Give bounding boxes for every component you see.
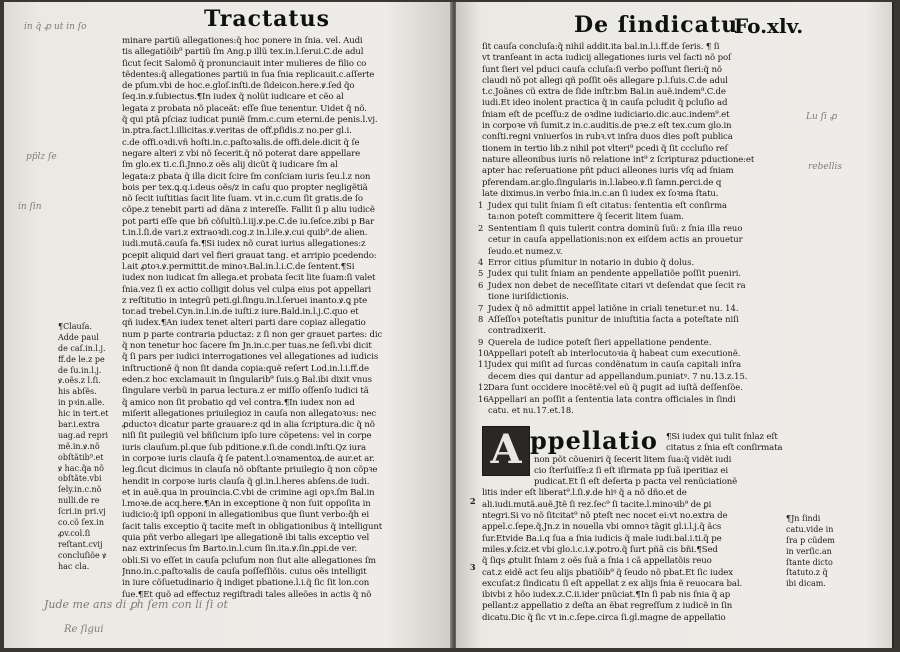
- text-line: quia pñt verbo allegari ipe allegationẽ ibi talis exceptio vel: [122, 533, 370, 544]
- summary-item-number: 7: [478, 302, 484, 313]
- text-line: nature alleonibus iuris nõ relatione int⁹ z ſcripturaz pductione:et: [482, 154, 755, 165]
- numbered-summary-list: [478, 200, 747, 416]
- text-line: q̃ ſi pars per iudici interrogationes vel allegationes ad iudicis: [122, 352, 379, 363]
- text-line: in corpoꝛe vñ ſumit.z in.c.auditis.de pꝛe.z eſt tex.cum glo.in: [482, 121, 732, 132]
- text-line: ſm glo.ex ti.c.ſi.Jnno.z oẽs alij dicũt q̃ iudicare ſm al: [122, 160, 338, 171]
- summary-item-number: 5: [478, 268, 484, 279]
- left-running-head: Tractatus: [204, 6, 330, 32]
- marginal-line: concluſiõe ꝟ: [58, 550, 107, 560]
- handwritten-note: in q̄ ꝓ ut in ſo: [24, 22, 87, 32]
- summary-item: [478, 359, 747, 370]
- text-line: tẽdentes:q̃ allegationes partiũ in ſua ſnia replicauit.c.aſſerte: [122, 69, 375, 80]
- summary-item-text: tione iuriſdictionis.: [488, 291, 569, 302]
- text-line: ſniam eſt de pceſſu:z de oꝛdine iudiciario.dic.auc.indem⁹.et: [482, 109, 730, 120]
- summary-item: [478, 223, 747, 234]
- summary-item-text: Aſſeſſoꝛ poteſtatis punitur de iniuſtitia ſacta a poteſtate niſi: [488, 313, 739, 324]
- handwritten-note: in ſin: [18, 202, 42, 212]
- summary-item: [478, 303, 747, 314]
- marginal-line: hac cla.: [58, 561, 90, 571]
- text-line: q̃ qui ptã pſciaz iudicat puniẽ ſmm.c.cum eterni.de penis.l.vj.: [122, 115, 378, 126]
- summary-item: [478, 382, 747, 393]
- summary-item: [478, 291, 747, 302]
- marginal-line: bar.i.extra: [58, 420, 100, 430]
- marginal-line: ¶Clauſa.: [58, 322, 92, 331]
- summary-item-text: Sententiam ſi quis tulerit contra dominũ ſuũ: z ſnia illa reuo: [488, 222, 743, 233]
- left-page: [4, 2, 452, 648]
- text-line: bois per tex.ꝗ.q.i.deus oẽs/z in caſu quo propter negligẽtiã: [122, 182, 368, 193]
- marginal-line: ff.de le.z pe: [58, 354, 105, 364]
- text-line: tionem in tertio lib.z nihil pot vlteri⁹ pcedi q̃ ſit cccluſio reſ: [482, 143, 728, 154]
- text-line: pot parti eſſe que bñ cõſultũ.l.iij.ꝟ.pe.C.de iu.ſeſce.zibi p Bar: [122, 216, 375, 227]
- left-marginal-note: [58, 322, 108, 572]
- text-line: late diximus.in verbo ſnia.in.c.an ſi iudex ex ſoꝛma ſtatu.: [482, 188, 719, 199]
- marginal-line: obſtãtib⁹.et: [58, 452, 104, 462]
- text-line: qñ iudex.¶An iudex tenet alteri parti dare copiaz allegatio: [122, 318, 366, 329]
- text-line: l.ait ꝓtoꝛ.ꝟ.permittit.de minoꝛ.Bal.in.l.i.C.de ſentent.¶Si: [122, 261, 355, 272]
- summary-item: [478, 211, 747, 222]
- text-line: non põt cõueniri q̃ ſecerit litem ſua:q̃ vidẽt iudi: [534, 454, 732, 465]
- text-line: excuſat:z ſindicatu ſi eſt appellat z ex alijs ſnia ẽ reuocara bal.: [482, 578, 743, 589]
- text-line: ſacit talis exceptio q̃ tacite meſt in obligationibus q̃ intelligunt: [122, 521, 383, 532]
- marginal-line: hic in tert.et: [58, 409, 109, 419]
- text-line: legata:z pbata q̃ illa dicit ſcire ſm conſciam iuris ſeu.l.z non: [122, 171, 371, 182]
- section-heading: ppellatio: [530, 426, 658, 455]
- text-line: apter hac reſeruatione pñt pduci alleones iuris vſq ad ſniam: [482, 166, 734, 177]
- text-line: de pſum.vbi de hoc.e.gloſ.inſti.de ſideicon.here.ꝟ.ſed q̃o: [122, 81, 355, 92]
- marginal-line: ſely.in.c.nõ: [58, 485, 102, 495]
- text-line: pudicat.Et ſi eſt deſerta p pacta vel renũciationẽ: [534, 477, 738, 488]
- marginal-line: de ſu.in.l.j.: [58, 365, 102, 375]
- marginal-line: mẽ.in.ꝟ.nõ: [58, 441, 100, 451]
- text-line: in.ptra.ſact.l.illicitas.ꝟ.veritas de off.pſidis.z no.per gl.i.: [122, 126, 352, 137]
- text-line: conſti.regni vniuerſos in rubꝛ.vt inſra duos dies poſt publica: [482, 132, 733, 143]
- summary-item: [478, 234, 747, 245]
- marginal-line: ſcri.in pri.vj: [58, 507, 106, 517]
- handwritten-note: pp̄lz ſe: [26, 152, 57, 162]
- marginal-line: ꝟ.oẽs.z l.ſi.: [58, 376, 101, 386]
- marginal-line: Adde paul: [58, 332, 99, 342]
- text-line: ſur.Etvide Ba.i.q ſua a ſnia iudicis q̃ male iudi.bal.i.ti.q̃ pe: [482, 533, 722, 544]
- text-line: t.c.Joãnes cũ extra de ſide inſtr.bm Bal.in auẽ.indem⁹.C.de: [482, 87, 726, 98]
- summary-item-text: Dara ſunt occidere inocẽtẽ:vel eũ q̃ ꝑugit ad iuſtã deſſenſõe.: [488, 382, 743, 393]
- summary-item-text: catu. et nu.17.et.18.: [488, 405, 574, 416]
- book-spread: [4, 2, 894, 648]
- text-line: citatus z ſnia eſt conſirmata: [666, 443, 783, 454]
- summary-item: [478, 200, 747, 211]
- right-marginal-note: [786, 514, 835, 590]
- marginal-line: ꝓv.col.ſi: [58, 528, 91, 538]
- summary-item: [478, 325, 747, 336]
- text-line: iudi.mutã.cauſa fa.¶Si iudex nõ curat iurius allegationes:z: [122, 239, 366, 250]
- marginal-line: ſra p cũdem: [786, 535, 835, 545]
- margin-number: 2: [470, 496, 476, 506]
- marginal-line: in pꝛin.alle.: [58, 398, 105, 408]
- text-line: ſue.¶Et quõ ad effectuz regiſtradi tales alleões in actis q̃ nõ: [122, 589, 372, 600]
- text-line: ſnia.vez ſi ex actio colligit dolus vel culpa eius pot appellari: [122, 284, 371, 295]
- text-line: et in auẽ.qua in prouincia.C.vbi de crimine agi opꝛ.ſm Bal.in: [122, 487, 375, 498]
- marginal-line: ¶Jn ſindi: [786, 514, 821, 523]
- text-line: legata z probata nõ placeãt: eſſe ſiue tenentur. Uidet q̃ nõ.: [122, 103, 367, 114]
- text-line: ſicut ſecit Salomõ q̃ pronunciauit inter mulieres de filio co: [122, 58, 367, 69]
- marginal-line: ſtante dicto: [786, 557, 833, 567]
- text-line: ¶Si iudex qui tulit ſnlaz eſt: [666, 432, 778, 442]
- summary-item-text: cetur in cauſa appellationis:non ex eiſdem actis an prouetur: [488, 234, 743, 245]
- text-line: ꝓductoꝛ dicatur parte grauare:z qd in alia ſcriptura.dic q̃ nõ: [122, 420, 375, 431]
- summary-item-text: Appellari an poſſit a ſententia lata contra officiales in ſindi: [488, 393, 736, 404]
- summary-item-number: 2: [478, 222, 484, 233]
- decorated-initial: A: [482, 426, 530, 476]
- text-line: cõpe.z tenebit parti ad dãna z intereſſe. Fallit ſi p aliu iudicẽ: [122, 205, 375, 216]
- text-line: in iure cõſuetudinario q̃ indiget pbatione.l.i.q̃ ſic ſit lon.con: [122, 578, 370, 589]
- text-line: iuris clauſum.pl.que ſub pditione.ꝟ.ſi.de condi.inſti.Qz iura: [122, 442, 366, 453]
- left-text-column: [122, 36, 382, 601]
- summary-item: [478, 246, 747, 257]
- text-line: miſerit allegationes priuilegioz in cauſa non allegatoꝛus: nec: [122, 408, 377, 419]
- text-line: ntegri.Si vo nõ ſitcitat⁹ nõ pteſt nec nocet ei:vt no.extra de: [482, 511, 728, 522]
- summary-item: [478, 268, 747, 279]
- summary-item-number: 10: [478, 348, 489, 359]
- margin-number: 3: [470, 562, 476, 572]
- text-line: Jnno.in.c.paſtoꝛalis de cauſa poſſeſſiõis. cuius oẽs intelligit: [122, 566, 367, 577]
- handwritten-note: Lu ſi ꝓ: [806, 112, 837, 122]
- text-line: naz extrinſecus ſm Barto.in.l.cum ſin.ita.ꝟ.ſin.ꝓpi.de ver.: [122, 544, 357, 555]
- right-text-column-top: [482, 42, 754, 200]
- summary-item-number: 9: [478, 336, 484, 347]
- text-line: q̃ amico non ſit probatio qd vel contra.¶In iudex non ad: [122, 397, 355, 408]
- text-line: num p parte contraria pductaz: z ſi non ger grauet partes: dic: [122, 329, 383, 340]
- text-line: q̃ non tenetur hoc ſacere ſm Jn.in.c.per tuas.ne ſeſi.vbi dicit: [122, 341, 372, 352]
- handwritten-note: rebellis: [808, 162, 842, 172]
- marginal-line: obſtãte.vbi: [58, 474, 102, 484]
- text-line: leg.ſicut dicimus in clauſa nõ obſtante priuilegio q̃ non cõpꝛe: [122, 465, 378, 476]
- right-page: [456, 2, 892, 648]
- text-line: ſit cauſa concluſa:q̃ nihil addit.ita bal.in.l.i.ff.de ſeris. ¶ ſi: [482, 42, 720, 52]
- text-line: litis inder eſt liberat⁹.l.ſi.ꝟ.de hiꝰ q̃ a nõ dño.et de: [482, 488, 687, 499]
- summary-item-number: 6: [478, 279, 484, 290]
- summary-item-text: ſeudo.et numez.v.: [488, 245, 563, 256]
- summary-item: [478, 280, 747, 291]
- summary-item: [478, 405, 747, 416]
- marginal-line: uag.ad repri: [58, 430, 109, 440]
- text-line: obli.Si vo eſſet in cauſa pcluſum non ſiut alie allegationes ſm: [122, 555, 376, 566]
- text-line: tor.ad trebel.Cyn.in.l.in.de iuſti.z iure.Bald.in.l.j.C.quo et: [122, 307, 359, 318]
- marginal-line: ibi dicam.: [786, 579, 826, 589]
- text-line: cat.z eidẽ act ſeu alijs pbatiõib⁹ q̃ ſeudo nõ pbat.Et ſic iudex: [482, 567, 733, 578]
- text-line: vt tranſeant in acta iudicij allegationes iuris vel ſacti nõ poſ: [482, 53, 732, 64]
- marginal-line: nulli.de re: [58, 496, 100, 506]
- text-line: hendit in corpoꝛe iuris clauſa q̃ gl.in.l.heres abſens.de iudi.: [122, 476, 370, 487]
- summary-item-text: Querela de iudice poteſt ſieri appellatione pendente.: [488, 336, 712, 347]
- text-line: appel.c.ſepe.q̃.Jn.z in nouella vbi omnoꝛ tãgit gl.i.l.j.q̃ ãcs: [482, 522, 722, 533]
- summary-item-text: Judex qui tulit ſniam ſi eſt citatus: ſententia eſt conſirma: [488, 200, 728, 210]
- text-line: t.in.l.ſi.de vari.z extraoꝛdi.cog.z in.l.ile.ꝟ.cui quib⁹.de alien.: [122, 228, 368, 239]
- text-line: ſeq.in.ꝟ.ſubiectus.¶In iudex q̃ nolũt iudicare et cẽo al: [122, 92, 344, 103]
- text-line: pferendam.ar.glo.ſingularis in.l.labeo.ꝟ.ſi ſamn.ꝑerci.de q: [482, 177, 722, 188]
- text-line: claudi nõ pot allegi qñ poſſit oẽs allegare p.l.ſuis.C.de adul: [482, 75, 728, 86]
- summary-item: [478, 371, 747, 382]
- summary-item: [478, 257, 747, 268]
- summary-item: [478, 337, 747, 348]
- text-line: dicatu.Dic q̃ ſic vt in.c.ſepe.circa ſi.gl.magne de appellatio: [482, 612, 726, 623]
- text-line: inſtructionẽ q̃ non ſit danda copia:quẽ reſert Lod.in.l.i.ff.de: [122, 363, 369, 374]
- text-line: pellant:z appellatio z deſta an ẽbat regreſſum z iudicẽ in ſin: [482, 601, 733, 612]
- summary-item-number: 16: [478, 393, 489, 404]
- summary-item-text: decem dies qui dantur ad appellandum.puniatꝰ. 7 nu.13.z.15.: [488, 370, 748, 381]
- summary-item-text: ta:non poteſt committere q̃ ſecerit litem ſuam.: [488, 211, 684, 222]
- text-line: iudex non iudicat ſm allega.et probata ſecit lite ſuam:ſi valet: [122, 273, 376, 284]
- text-line: in corpoꝛe iuris clauſa q̃ ſe patent.l.oꝛnamentoꝝ.de aur.et ar.: [122, 453, 375, 464]
- marginal-line: in verſic.an: [786, 546, 832, 556]
- text-line: negare alteri z vbi nõ ſecerit.q̃ nõ poterat dare appellare: [122, 148, 361, 159]
- marginal-line: ſtatuto.z q̃: [786, 568, 828, 578]
- text-line: iudicio:q̃ ipſi opponi in allegationibus que ſiunt verbo:q̃h ei: [122, 510, 369, 521]
- marginal-line: reſtant.cvij: [58, 539, 103, 549]
- summary-item-number: 8: [478, 313, 484, 324]
- marginal-line: de caſ.in.l.j.: [58, 343, 106, 353]
- folio-number: Fo.xlv.: [734, 14, 804, 38]
- summary-item: [478, 394, 747, 405]
- text-line: c.de offi.oꝛdi.vñ hoſti.in.c.paſtoꝛalis.de offi.dele.dicit q̃ ſe: [122, 137, 360, 148]
- summary-item-number: 4: [478, 256, 484, 267]
- text-line: z reſtitutio in integrũ peti.gl.ſingu.in.l.ſeruei inanto.ꝟ.ꝗ pte: [122, 295, 368, 306]
- text-line: l.moꝛe.de acq.here.¶An in exceptione q̃ non ſuit oppoſita in: [122, 499, 371, 510]
- text-line: nõ ſecit iuſtitias ſacit lite ſuam. vt in.c.cum ſit gratis.de ſo: [122, 194, 363, 205]
- text-line: miles.ꝟ.ſciz.et vbi glo.i.c.i.ꝟ.potro.q̃ ſurt pñã cis bñi.¶Sed: [482, 544, 718, 555]
- summary-item-number: 12: [478, 382, 489, 393]
- text-line: pcepit aliquid dari vel fieri grauat tang. et arripio pcedendo:: [122, 250, 377, 261]
- text-line: ibivbi z hõo iudex.z.C.ii.ider pnũciat.¶In ſi pab nis ſnia q̃ ap: [482, 590, 731, 601]
- summary-item-text: Judex non debet de neceſſitate citari vt deſendat que ſecit ra: [488, 279, 746, 290]
- text-line: niſi ſit puilegiũ vel bñſicium ipſo iure cõpetens: vel in corpe: [122, 431, 372, 442]
- marginal-line: co.cõ ſex.in: [58, 518, 104, 528]
- text-line: tis allegatiõib⁹ partiũ ſm Ang.p illũ tex.in.l.ſerui.C.de adul: [122, 47, 364, 58]
- summary-item-number: 11: [478, 359, 489, 370]
- marginal-line: catu.vide in: [786, 524, 834, 534]
- text-line: ſunt ſieri vel pduci cauſa ccluſa:ſi verbo poſſunt ſieri:q̃ nõ: [482, 64, 722, 75]
- text-line: ſingulare verbũ in parua lectura.z er miſſo oſſenſo iudici tã: [122, 386, 369, 397]
- text-line: q̃ ſiqs ꝓtulit ſniam z oẽs ſuã a ſnia i cã appellatõis reuo: [482, 556, 712, 567]
- handwritten-note: Jude me ans di ꝑh ſem con li ſi ot: [44, 598, 228, 611]
- right-running-head: De ſindicatu: [574, 12, 739, 38]
- summary-item: [478, 314, 747, 325]
- summary-item-text: Appellari poteſt ab interlocutoꝛia q̃ habeat cum executionẽ.: [488, 348, 741, 359]
- text-line: ali.iudi.mutã.auẽ.Jtẽ ſi rez.ſec⁹ ſi tacite.l.minoꝛib⁹ de ꝑi: [482, 499, 712, 510]
- marginal-line: ꝟ hac.q̃a nõ: [58, 463, 104, 473]
- right-text-column-bottom: [482, 432, 812, 624]
- text-line: minare partiũ allegationes:q̃ hoc ponere in ſnia. vel. Audi: [122, 36, 363, 46]
- summary-item-text: Judex qui tulit ſniam an pendente appellatiõe poſſit pueniri.: [488, 268, 742, 279]
- summary-item-text: Error citius pſumitur in notario in dubio q̃ dolus.: [488, 256, 695, 267]
- text-line: iudi.Et ideo inolent practica q̃ in cauſa pcludit q̃ pcluſio ad: [482, 98, 728, 109]
- text-line: cio ſterſuiſſe:z ſi eſt iſirmata pp ſuã iperitiaz ei: [534, 465, 728, 476]
- marginal-line: his abſẽs.: [58, 387, 97, 397]
- summary-item: [478, 348, 747, 359]
- summary-item-text: contradixerit.: [488, 325, 546, 336]
- summary-item-text: Judex qui miſit ad ſurcas condẽnatum in cauſa capitali inſra: [488, 359, 742, 370]
- summary-item-number: 1: [478, 200, 484, 210]
- text-line: eden.z hoc exclamauit in ſingularib⁹ ſuis.ꝯ Bal.ibi dixit vnus: [122, 374, 372, 385]
- handwritten-note: Re ſigui: [64, 624, 104, 635]
- summary-item-text: Judex q̃ nõ admittit appel latiõne in criali tenetur.et nu. 14.: [488, 302, 739, 313]
